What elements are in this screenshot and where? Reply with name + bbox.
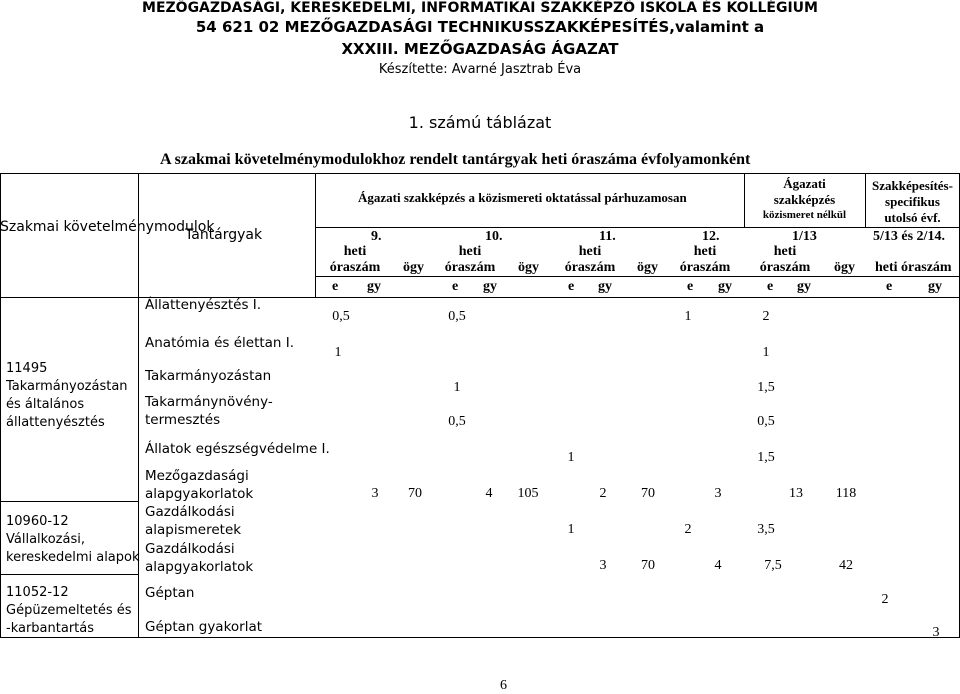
value-cell: 0,5 — [448, 414, 466, 429]
agazati-header-2: szakképzés — [773, 192, 836, 207]
heti-label: heti — [693, 244, 717, 259]
grade-12: 12. — [702, 229, 720, 244]
heti-label: heti — [578, 244, 602, 259]
value-cell: 3 — [371, 486, 379, 501]
ogy-label: ögy — [834, 260, 855, 275]
agazati-header-3: közismeret nélkül — [762, 209, 847, 221]
module-10960-12 — [6, 513, 140, 567]
agazati-header: Ágazati — [783, 176, 826, 191]
value-cell: 70 — [641, 558, 655, 573]
gy-label: gy — [718, 279, 732, 294]
grade-10: 10. — [485, 229, 503, 244]
value-cell: 1 — [453, 380, 461, 395]
value-cell: 70 — [641, 486, 655, 501]
subjects-header: Tantárgyak — [185, 227, 263, 243]
value-cell: 118 — [835, 486, 857, 501]
value-cell: 7,5 — [764, 558, 782, 573]
header-qualification: 54 621 02 MEZŐGAZDASÁGI TECHNIKUSSZAKKÉPESÍTÉS,valamint a — [195, 18, 765, 36]
heti-oraszam-label: heti óraszám — [875, 260, 952, 275]
subject-label: alapgyakorlatok — [145, 559, 254, 575]
value-cell: 3 — [932, 625, 940, 640]
page-number: 6 — [500, 678, 507, 693]
ogy-label: ögy — [403, 260, 424, 275]
subject-gazd-alapgyakorlatok — [145, 540, 253, 576]
ogy-label: ögy — [637, 260, 658, 275]
gy-label: gy — [598, 279, 612, 294]
header-sector: XXXIII. MEZŐGAZDASÁG ÁGAZAT — [341, 40, 619, 58]
value-cell: 4 — [485, 486, 493, 501]
subject-mezogazdasagi — [145, 467, 253, 503]
subject-label: Gazdálkodási — [145, 541, 235, 557]
subject-gazd-alapismeretek — [145, 503, 241, 539]
modules-header: Szakmai követelménymodulok — [0, 219, 215, 235]
subject-geptan: Géptan — [145, 585, 195, 601]
module-code: 11052-12 — [6, 585, 69, 600]
subject-label: termesztés — [145, 412, 221, 428]
value-cell: 1 — [334, 345, 342, 360]
table-number: 1. számú táblázat — [408, 113, 552, 132]
subject-label: Mezőgazdasági — [145, 468, 249, 484]
header-author: Készítette: Avarné Jasztrab Éva — [378, 62, 582, 77]
value-cell: 2 — [599, 486, 607, 501]
value-cell: 1 — [762, 345, 770, 360]
value-cell: 2 — [684, 522, 692, 537]
parallel-header: Ágazati szakképzés a közismereti oktatással párhuzamosan — [358, 190, 687, 205]
heti-label: heti — [458, 244, 482, 259]
heti-label: heti — [773, 244, 797, 259]
value-cell: 42 — [839, 558, 853, 573]
oraszam-label: óraszám — [759, 260, 811, 275]
header-school: MEZŐGAZDASÁGI, KERESKEDELMI, INFORMATIKAI SZAKKÉPZŐ ISKOLA ÉS KOLLÉGIUM — [142, 0, 818, 16]
module-name: állattenyésztés — [6, 415, 105, 430]
e-label: e — [452, 279, 459, 294]
oraszam-label: óraszám — [329, 260, 381, 275]
subject-label: Takarmánynövény- — [145, 394, 273, 410]
subject-takarmanyozastan: Takarmányozástan — [145, 368, 272, 384]
specific-header-3: utolsó évf. — [884, 210, 941, 225]
module-name: -karbantartás — [6, 621, 95, 636]
value-cell: 3 — [714, 486, 722, 501]
value-cell: 1 — [684, 309, 692, 324]
value-cell: 1,5 — [757, 380, 775, 395]
module-code: 10960-12 — [6, 514, 69, 529]
value-cell: 2 — [881, 592, 889, 607]
value-cell: 0,5 — [448, 309, 466, 324]
module-name: és általános — [6, 397, 85, 412]
value-cell: 1,5 — [757, 450, 775, 465]
grade-5-13: 5/13 és 2/14. — [873, 229, 945, 244]
specific-header: Szakképesítés- — [872, 178, 953, 193]
heti-label: heti — [343, 244, 367, 259]
e-label: e — [332, 279, 339, 294]
subject-takarmanynoveny — [145, 393, 273, 429]
gy-label: gy — [928, 279, 942, 294]
value-cell: 70 — [408, 486, 422, 501]
module-11495 — [6, 360, 128, 432]
gy-label: gy — [483, 279, 497, 294]
grade-11: 11. — [599, 229, 616, 244]
module-11052-12 — [6, 584, 132, 638]
e-label: e — [568, 279, 575, 294]
ogy-label: ögy — [518, 260, 539, 275]
module-code: 11495 — [6, 361, 48, 376]
value-cell: 13 — [789, 486, 803, 501]
module-name: Vállalkozási, — [6, 532, 85, 547]
e-label: e — [886, 279, 893, 294]
value-cell: 1 — [567, 522, 575, 537]
gy-label: gy — [797, 279, 811, 294]
subject-anatomia: Anatómia és élettan I. — [145, 335, 295, 351]
subject-label: alapgyakorlatok — [145, 486, 254, 502]
value-cell: 4 — [714, 558, 722, 573]
value-cell: 0,5 — [332, 309, 350, 324]
e-label: e — [767, 279, 774, 294]
specific-header-2: specifikus — [885, 194, 940, 209]
oraszam-label: óraszám — [444, 260, 496, 275]
value-cell: 3,5 — [757, 522, 775, 537]
value-cell: 105 — [517, 486, 539, 501]
gy-label: gy — [367, 279, 381, 294]
subject-label: Gazdálkodási — [145, 504, 235, 520]
oraszam-label: óraszám — [679, 260, 731, 275]
module-name: kereskedelmi alapok — [6, 550, 140, 565]
subject-allattenyesztes: Állattenyésztés I. — [145, 297, 262, 313]
subject-allatok: Állatok egészségvédelme I. — [145, 441, 330, 457]
subject-label: alapismeretek — [145, 522, 242, 538]
value-cell: 3 — [599, 558, 607, 573]
value-cell: 0,5 — [757, 414, 775, 429]
e-label: e — [687, 279, 694, 294]
grade-1-13: 1/13 — [792, 229, 817, 244]
module-name: Gépüzemeltetés és — [6, 603, 132, 618]
oraszam-label: óraszám — [564, 260, 616, 275]
subject-geptan-gyakorlat: Géptan gyakorlat — [145, 619, 263, 635]
value-cell: 2 — [762, 309, 770, 324]
table-title: A szakmai követelménymodulokhoz rendelt tantárgyak heti óraszáma évfolyamonként — [160, 151, 751, 168]
grade-9: 9. — [371, 229, 382, 244]
value-cell: 1 — [567, 450, 575, 465]
module-name: Takarmányozástan — [6, 379, 128, 394]
